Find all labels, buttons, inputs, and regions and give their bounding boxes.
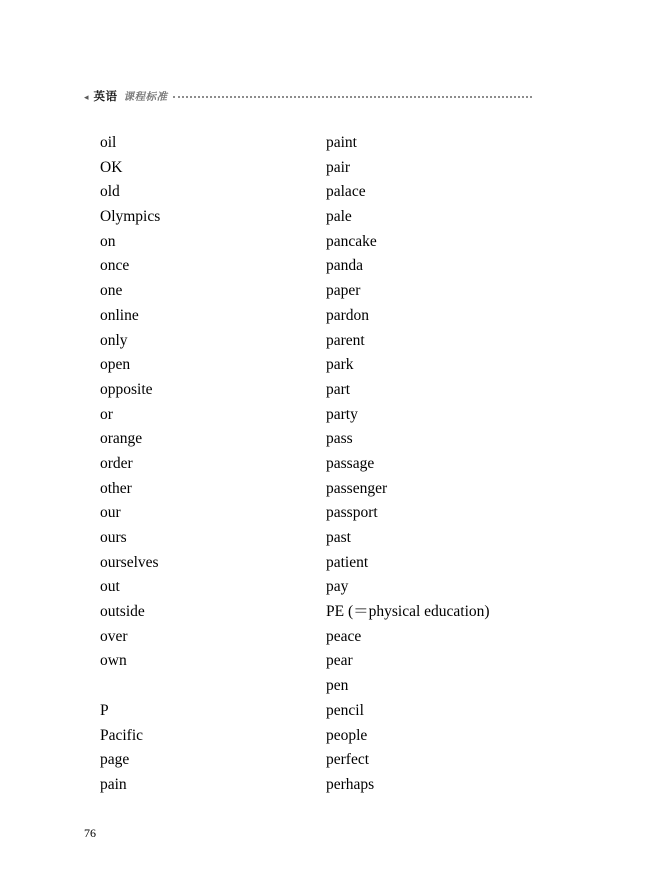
list-item: paper <box>326 282 361 300</box>
list-item: old <box>100 183 120 201</box>
list-item: order <box>100 454 133 472</box>
list-item: pale <box>326 208 352 226</box>
list-item: pain <box>100 775 127 793</box>
list-item: pencil <box>326 701 364 719</box>
list-item: open <box>100 356 131 374</box>
list-item: our <box>100 504 121 522</box>
list-item: patient <box>326 553 369 571</box>
list-item: other <box>100 479 132 497</box>
list-item: opposite <box>100 380 153 398</box>
list-item: ours <box>100 529 127 546</box>
list-item: Olympics <box>100 208 161 226</box>
list-item: paint <box>326 134 357 151</box>
list-item: page <box>100 751 130 769</box>
list-item: one <box>100 282 123 300</box>
list-item: park <box>326 356 354 374</box>
list-item: panda <box>326 257 364 275</box>
list-item: pay <box>326 578 349 596</box>
list-item: on <box>100 232 116 250</box>
list-item: ourselves <box>100 553 159 571</box>
list-item: past <box>326 529 351 546</box>
list-item: pancake <box>326 232 377 250</box>
list-item: people <box>326 726 368 744</box>
list-item: parent <box>326 331 365 349</box>
list-item: palace <box>326 183 366 201</box>
list-item: PE (＝physical education) <box>326 603 490 621</box>
list-item: pair <box>326 158 351 176</box>
list-item: online <box>100 306 139 324</box>
triangle-left-icon: ◂ <box>84 91 89 102</box>
list-item: once <box>100 257 130 275</box>
list-item: passage <box>326 454 375 472</box>
page-number: 76 <box>84 826 96 840</box>
list-item: passenger <box>326 479 388 497</box>
list-item: own <box>100 652 127 670</box>
word-column-right <box>326 131 490 798</box>
list-item: pass <box>326 430 353 448</box>
list-item: pardon <box>326 306 370 324</box>
list-item: or <box>100 405 113 423</box>
list-item: Pacific <box>100 726 144 744</box>
word-column-left <box>100 131 160 798</box>
list-item: perfect <box>326 751 370 769</box>
header-standard: 课程标准 <box>123 90 168 103</box>
list-item: oil <box>100 134 117 151</box>
list-item: pen <box>326 677 349 695</box>
list-item: only <box>100 331 128 349</box>
list-item: party <box>326 405 358 423</box>
list-item: outside <box>100 603 145 621</box>
list-item-spacer <box>100 674 160 699</box>
list-item: passport <box>326 504 378 522</box>
running-header <box>84 86 532 106</box>
list-item: peace <box>326 627 362 645</box>
list-item: OK <box>100 158 123 176</box>
list-item: orange <box>100 430 143 448</box>
header-subject: 英语 <box>93 89 118 103</box>
letter-heading: P <box>100 701 109 719</box>
list-item: perhaps <box>326 775 375 793</box>
list-item: over <box>100 627 128 645</box>
list-item: out <box>100 578 120 596</box>
header-dotted-rule <box>173 96 532 99</box>
list-item: pear <box>326 652 353 670</box>
list-item: part <box>326 380 351 398</box>
